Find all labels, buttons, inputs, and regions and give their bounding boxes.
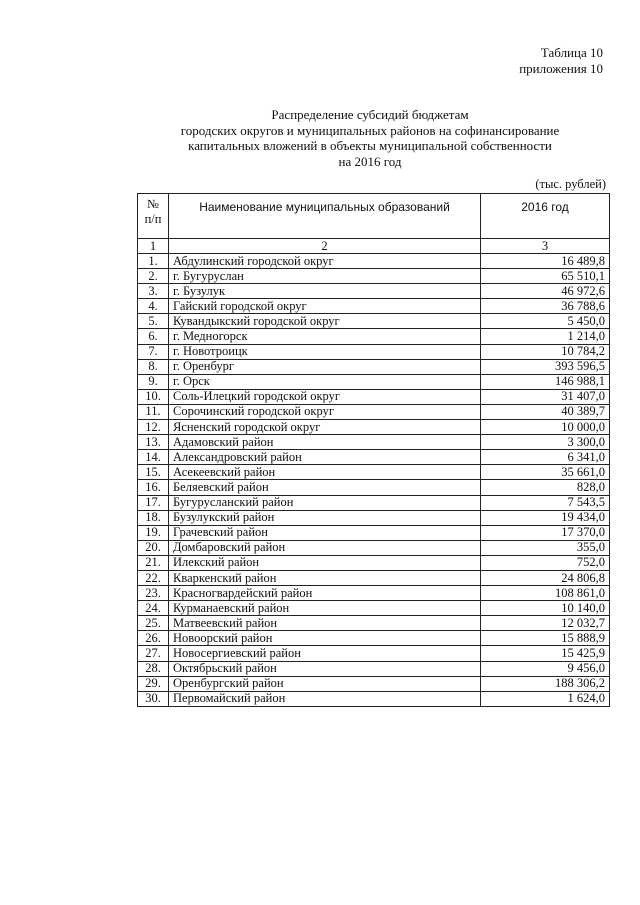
table-row [138, 570, 610, 585]
subsidy-value-cell: 40 389,7 [481, 404, 610, 419]
municipality-name-cell: г. Оренбург [169, 359, 481, 374]
table-row [138, 540, 610, 555]
table-row [138, 691, 610, 706]
row-number-cell: 11. [138, 404, 169, 419]
subsidy-value-cell: 24 806,8 [481, 570, 610, 585]
table-row [138, 314, 610, 329]
row-number-cell: 1. [138, 254, 169, 269]
subsidy-value-cell: 35 661,0 [481, 465, 610, 480]
column-number-cell: 3 [481, 239, 610, 254]
row-number-cell: 3. [138, 284, 169, 299]
row-number-cell: 28. [138, 661, 169, 676]
subsidy-value-cell: 6 341,0 [481, 450, 610, 465]
municipality-name-cell: Александровский район [169, 450, 481, 465]
column-header-number-line1: № [147, 197, 159, 211]
subsidy-value-cell: 10 784,2 [481, 344, 610, 359]
table-row [138, 329, 610, 344]
municipality-name-cell: Новоорский район [169, 631, 481, 646]
municipality-name-cell: Кувандыкский городской округ [169, 314, 481, 329]
row-number-cell: 2. [138, 269, 169, 284]
subsidy-value-cell: 355,0 [481, 540, 610, 555]
table-row [138, 269, 610, 284]
row-number-cell: 4. [138, 299, 169, 314]
table-row [138, 374, 610, 389]
row-number-cell: 10. [138, 389, 169, 404]
subsidy-value-cell: 10 000,0 [481, 420, 610, 435]
row-number-cell: 24. [138, 601, 169, 616]
table-row [138, 586, 610, 601]
table-number-label: Таблица 10 [540, 45, 603, 60]
municipality-name-cell: Домбаровский район [169, 540, 481, 555]
row-number-cell: 6. [138, 329, 169, 344]
title-line: капитальных вложений в объекты муниципальной собственности [188, 138, 552, 153]
table-row [138, 435, 610, 450]
column-numbers-row [138, 239, 610, 254]
title-line: на 2016 год [338, 153, 402, 169]
subsidy-value-cell: 9 456,0 [481, 661, 610, 676]
row-number-cell: 29. [138, 676, 169, 691]
municipality-name-cell: Ясненский городской округ [169, 420, 481, 435]
subsidy-value-cell: 146 988,1 [481, 374, 610, 389]
municipality-name-cell: Первомайский район [169, 691, 481, 706]
table-row [138, 480, 610, 495]
subsidy-value-cell: 19 434,0 [481, 510, 610, 525]
row-number-cell: 13. [138, 435, 169, 450]
table-row [138, 284, 610, 299]
municipality-name-cell: Курманаевский район [169, 601, 481, 616]
row-number-cell: 16. [138, 480, 169, 495]
subsidy-value-cell: 12 032,7 [481, 616, 610, 631]
row-number-cell: 19. [138, 525, 169, 540]
column-header-number [138, 194, 169, 239]
municipality-name-cell: г. Орск [169, 374, 481, 389]
column-number-cell: 1 [138, 239, 169, 254]
title-line: Распределение субсидий бюджетам [271, 107, 469, 122]
subsidy-value-cell: 10 140,0 [481, 601, 610, 616]
municipality-name-cell: Оренбургский район [169, 676, 481, 691]
municipality-name-cell: г. Бузулук [169, 284, 481, 299]
municipality-name-cell: Гайский городской округ [169, 299, 481, 314]
subsidy-value-cell: 3 300,0 [481, 435, 610, 450]
column-header-name: Наименование муниципальных образований [169, 194, 481, 239]
municipality-name-cell: г. Медногорск [169, 329, 481, 344]
row-number-cell: 18. [138, 510, 169, 525]
row-number-cell: 8. [138, 359, 169, 374]
column-header-number-line2: п/п [144, 212, 162, 226]
subsidy-value-cell: 16 489,8 [481, 254, 610, 269]
subsidies-table [137, 193, 610, 707]
municipality-name-cell: Абдулинский городской округ [169, 254, 481, 269]
table-row [138, 495, 610, 510]
table-row [138, 555, 610, 570]
table-row [138, 525, 610, 540]
appendix-label: приложения 10 [519, 61, 603, 76]
row-number-cell: 25. [138, 616, 169, 631]
row-number-cell: 20. [138, 540, 169, 555]
subsidy-value-cell: 1 624,0 [481, 691, 610, 706]
municipality-name-cell: Соль-Илецкий городской округ [169, 389, 481, 404]
subsidy-value-cell: 188 306,2 [481, 676, 610, 691]
subsidy-value-cell: 15 888,9 [481, 631, 610, 646]
table-row [138, 631, 610, 646]
row-number-cell: 12. [138, 420, 169, 435]
table-body [138, 254, 610, 707]
table-row [138, 646, 610, 661]
subsidy-value-cell: 1 214,0 [481, 329, 610, 344]
row-number-cell: 14. [138, 450, 169, 465]
units-label: (тыс. рублей) [535, 177, 606, 191]
document-reference [519, 45, 603, 77]
subsidy-value-cell: 17 370,0 [481, 525, 610, 540]
municipality-name-cell: Бузулукский район [169, 510, 481, 525]
municipality-name-cell: Кваркенский район [169, 570, 481, 585]
subsidy-value-cell: 31 407,0 [481, 389, 610, 404]
municipality-name-cell: Бугурусланский район [169, 495, 481, 510]
row-number-cell: 26. [138, 631, 169, 646]
municipality-name-cell: Новосергиевский район [169, 646, 481, 661]
row-number-cell: 23. [138, 586, 169, 601]
table-row [138, 450, 610, 465]
municipality-name-cell: Илекский район [169, 555, 481, 570]
subsidy-value-cell: 108 861,0 [481, 586, 610, 601]
table-row [138, 389, 610, 404]
table-row [138, 510, 610, 525]
table-row [138, 676, 610, 691]
municipality-name-cell: Беляевский район [169, 480, 481, 495]
subsidy-value-cell: 752,0 [481, 555, 610, 570]
column-header-year: 2016 год [481, 194, 610, 239]
table-row [138, 254, 610, 269]
subsidy-value-cell: 393 596,5 [481, 359, 610, 374]
table-row [138, 404, 610, 419]
table-row [138, 299, 610, 314]
table-row [138, 601, 610, 616]
document-title [140, 107, 600, 169]
title-line: городских округов и муниципальных районов на софинансирование [180, 122, 560, 138]
municipality-name-cell: Матвеевский район [169, 616, 481, 631]
municipality-name-cell: Асекеевский район [169, 465, 481, 480]
table-row [138, 465, 610, 480]
table-row [138, 359, 610, 374]
table-row [138, 420, 610, 435]
row-number-cell: 9. [138, 374, 169, 389]
row-number-cell: 15. [138, 465, 169, 480]
row-number-cell: 27. [138, 646, 169, 661]
subsidy-value-cell: 7 543,5 [481, 495, 610, 510]
row-number-cell: 30. [138, 691, 169, 706]
column-number-cell: 2 [169, 239, 481, 254]
table-row [138, 344, 610, 359]
municipality-name-cell: Адамовский район [169, 435, 481, 450]
row-number-cell: 17. [138, 495, 169, 510]
row-number-cell: 7. [138, 344, 169, 359]
row-number-cell: 5. [138, 314, 169, 329]
municipality-name-cell: Красногвардейский район [169, 586, 481, 601]
table-row [138, 616, 610, 631]
subsidy-value-cell: 828,0 [481, 480, 610, 495]
row-number-cell: 21. [138, 555, 169, 570]
subsidy-value-cell: 46 972,6 [481, 284, 610, 299]
municipality-name-cell: Октябрьский район [169, 661, 481, 676]
subsidy-value-cell: 65 510,1 [481, 269, 610, 284]
municipality-name-cell: Сорочинский городской округ [169, 404, 481, 419]
municipality-name-cell: Грачевский район [169, 525, 481, 540]
table-row [138, 661, 610, 676]
subsidy-value-cell: 15 425,9 [481, 646, 610, 661]
row-number-cell: 22. [138, 570, 169, 585]
municipality-name-cell: г. Новотроицк [169, 344, 481, 359]
subsidy-value-cell: 5 450,0 [481, 314, 610, 329]
table-header-row [138, 194, 610, 239]
subsidy-value-cell: 36 788,6 [481, 299, 610, 314]
municipality-name-cell: г. Бугуруслан [169, 269, 481, 284]
